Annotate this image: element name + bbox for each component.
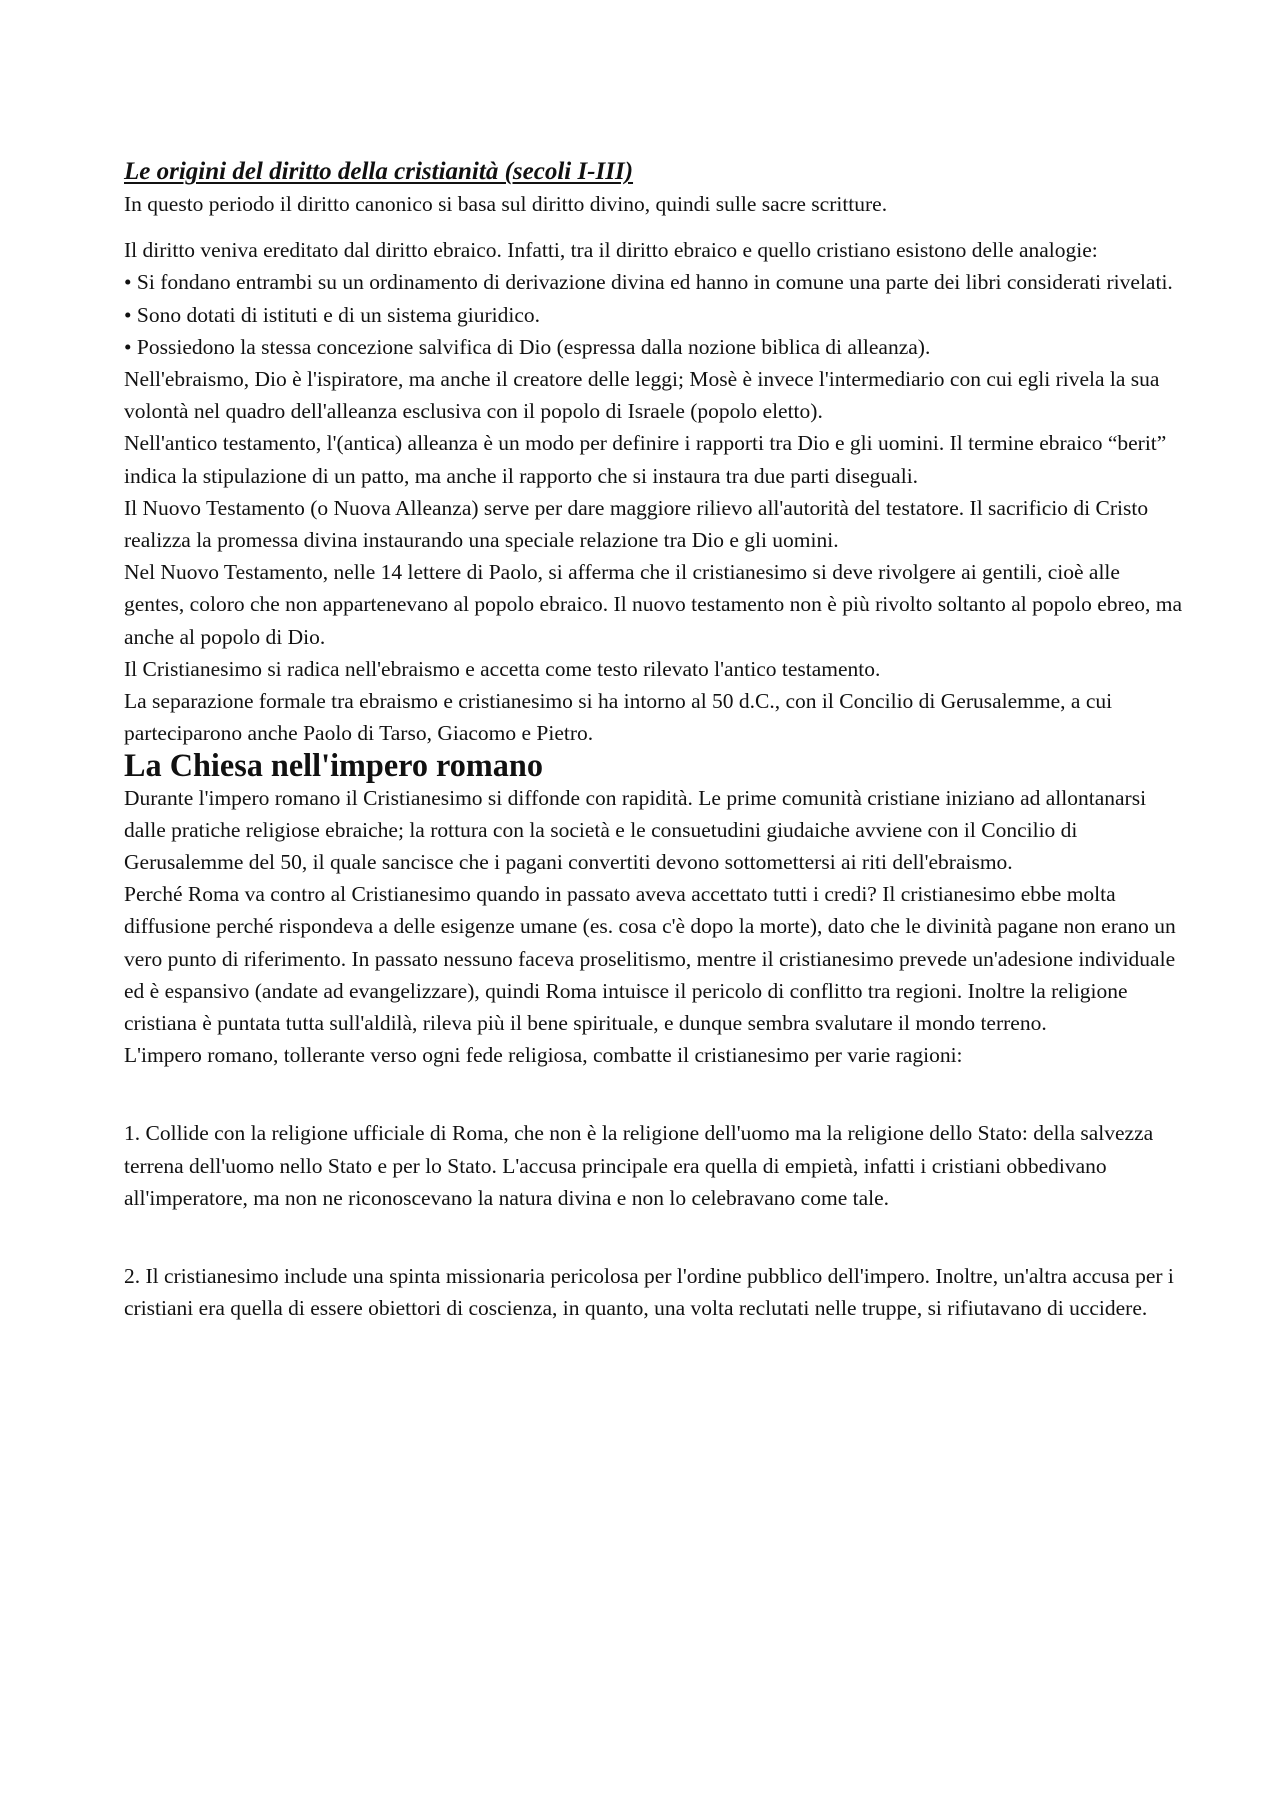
numbered-point: 2. Il cristianesimo include una spinta missionaria pericolosa per l'ordine pubblico dell'impero. Inoltre, un'altra accusa per i cristiani era quella di essere obiettori di coscienza, in quanto, una volta reclutati nelle truppe, si rifiutavano di uccidere. xyxy=(124,1264,1174,1321)
paragraph: La separazione formale tra ebraismo e cristianesimo si ha intorno al 50 d.C., con il Concilio di Gerusalemme, a cui parteciparono anche Paolo di Tarso, Giacomo e Pietro. xyxy=(124,689,1113,746)
paragraph: Il Cristianesimo si radica nell'ebraismo e accetta come testo rilevato l'antico testamento. xyxy=(124,656,881,681)
paragraph: Durante l'impero romano il Cristianesimo si diffonde con rapidità. Le prime comunità cristiane iniziano ad allontanarsi dalle pratiche religiose ebraiche; la rottura con la società e le consuetudini giudaiche avviene con il Concilio di Gerusalemme del 50, il quale sancisce che i pagani convertiti devono sottomettersi ai riti dell'ebraismo. xyxy=(124,785,1147,875)
section1-lead: Il diritto veniva ereditato dal diritto ebraico. Infatti, tra il diritto ebraico e quello cristiano esistono delle analogie: xyxy=(124,238,1098,263)
paragraph: L'impero romano, tollerante verso ogni fede religiosa, combatte il cristianesimo per varie ragioni: xyxy=(124,1043,963,1068)
bullet-item: • Sono dotati di istituti e di un sistema giuridico. xyxy=(124,302,541,327)
intro-paragraph: In questo periodo il diritto canonico si basa sul diritto divino, quindi sulle sacre scritture. xyxy=(124,192,888,216)
bullet-item: • Possiedono la stessa concezione salvifica di Dio (espressa dalla nozione biblica di alleanza). xyxy=(124,334,931,359)
paragraph: Perché Roma va contro al Cristianesimo quando in passato aveva accettato tutti i credi? Il cristianesimo ebbe molta diffusione perché rispondeva a delle esigenze umane (es. cosa c'è dopo la morte), dato che le divinità pagane non erano un vero punto di riferimento. In passato nessuno faceva proselitismo, mentre il cristianesimo prevede un'adesione individuale ed è espansivo (andate ad evangelizzare), quindi Roma intuisce il pericolo di conflitto tra regioni. Inoltre la religione cristiana è puntata tutta sull'aldilà, rileva più il bene spirituale, e dunque sembra svalutare il mondo terreno. xyxy=(124,882,1176,1036)
bullet-item: • Si fondano entrambi su un ordinamento di derivazione divina ed hanno in comune una parte dei libri considerati rivelati. xyxy=(124,270,1173,295)
paragraph: Nell'antico testamento, l'(antica) alleanza è un modo per definire i rapporti tra Dio e gli uomini. Il termine ebraico “berit” indica la stipulazione di un patto, ma anche il rapporto che si instaura tra due parti diseguali. xyxy=(124,431,1167,488)
document-title: Le origini del diritto della cristianità (secoli I-III) xyxy=(124,158,634,185)
paragraph: Il Nuovo Testamento (o Nuova Alleanza) serve per dare maggiore rilievo all'autorità del testatore. Il sacrificio di Cristo realizza la promessa divina instaurando una speciale relazione tra Dio e gli uomini. xyxy=(124,495,1149,553)
section2-heading: La Chiesa nell'impero romano xyxy=(124,747,543,784)
document-page xyxy=(124,156,1184,1325)
paragraph: Nel Nuovo Testamento, nelle 14 lettere di Paolo, si afferma che il cristianesimo si deve rivolgere ai gentili, cioè alle gentes, coloro che non appartenevano al popolo ebraico. Il nuovo testamento non è più rivolto soltanto al popolo ebreo, ma anche al popolo di Dio. xyxy=(124,560,1182,649)
numbered-point: 1. Collide con la religione ufficiale di Roma, che non è la religione dell'uomo ma la religione dello Stato: della salvezza terrena dell'uomo nello Stato e per lo Stato. L'accusa principale era quella di empietà, infatti i cristiani obbedivano all'imperatore, ma non ne riconoscevano la natura divina e non lo celebravano come tale. xyxy=(124,1121,1154,1210)
paragraph: Nell'ebraismo, Dio è l'ispiratore, ma anche il creatore delle leggi; Mosè è invece l'intermediario con cui egli rivela la sua volontà nel quadro dell'alleanza esclusiva con il popolo di Israele (popolo eletto). xyxy=(124,367,1160,424)
